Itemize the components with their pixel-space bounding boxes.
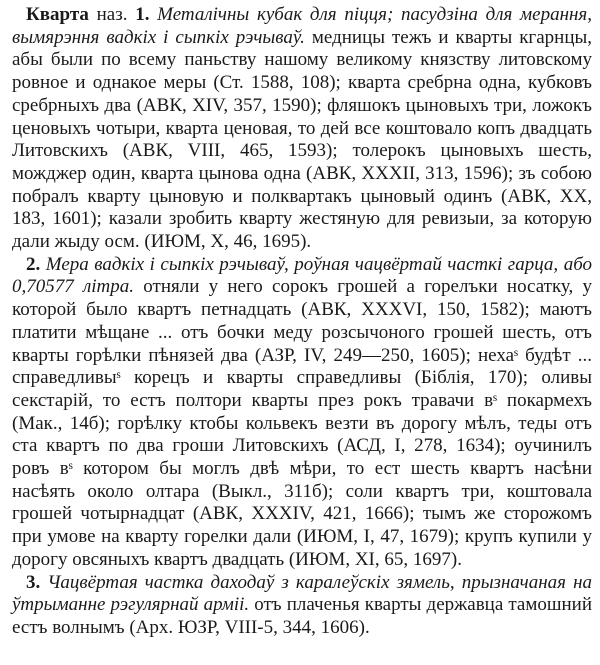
dictionary-entry-sense-1	[12, 4, 592, 254]
sense-number: 2.	[26, 253, 41, 275]
sense-number: 1.	[135, 4, 150, 25]
grammar-label: наз.	[96, 4, 128, 25]
sense-definition: Металічны кубак для піцця; пасудзіна для мерання, вымярэння вадкіх і сыпкіх рэчываў.	[12, 4, 593, 48]
sense-definition: Чацвёртая частка даходаў з каралеўскіх зямель, прызначаная на ўтрыманне рэгулярнай арміі.	[12, 571, 592, 616]
sense-number: 3.	[26, 571, 41, 593]
headword: Кварта	[26, 4, 89, 25]
sense-examples: отъ плаченья кварты державца тамошний естъ волнымъ (Арх. ЮЗР, VIII-5, 344, 1606).	[12, 594, 592, 638]
sense-definition: Мера вадкіх і сыпкіх рэчываў, роўная чацвёртай часткі гарца, або 0,70577 літра.	[12, 253, 592, 298]
dictionary-entry-sense-3	[12, 572, 592, 640]
dictionary-entry-sense-2	[12, 254, 592, 572]
sense-examples: отняли у него сорокъ грошей а горелъки носатку, у которой было квартъ петнадцать (АВК, XXXVI, 150, 1582); маютъ платити мѣщане ... отъ бочки меду розсычоного грошей шесть, отъ кварты горѣлки пѣнязей два (АЗР, IV, 249—250, 1605); нехаˢ будѣт ... справедливыˢ корецъ и кварты справедливы (Біблія, 170); оливы секстарій, то естъ полтори кварты през рокъ травачи вˢ покармехъ (Мак., 14б); горѣлку ктобы кольвекъ везти въ дорогу мѣлъ, теды отъ ста квартъ по два гроши Литовскихъ (АСД, I, 278, 1634); оучинилъ ровъ вˢ котором бы моглъ двѣ мѣри, то ест шесть квартъ насѣни насѣять около олтара (Выкл., 311б); соли квартъ три, коштовала грошей чотырнадцат (АВК, XXXIV, 421, 1666); тымъ же сторожомъ при умове на кварту горелки дали (ИЮМ, I, 47, 1679); крупъ купили у дорогу овсяныхъ квартъ двадцать (ИЮМ, XI, 65, 1697).	[12, 276, 593, 570]
sense-examples: медницы тежъ и кварты кгарнцы, абы были по всему паньству нашому великому князству литовскому ровное и однакое меры (Ст. 1588, 108); кварта сребрна одна, кубковъ сребрныхъ два (АВК, XIV, 357, 1590); фляшокъ цыновыхъ три, ложокъ ценовыхъ чотыри, кварта ценовая, то дей все коштовало копъ двадцать Литовскихъ (АВК, VIII, 465, 1593); толерокъ цыновыхъ шесть, можджер один, кварта цынова одна (АВК, XXXII, 313, 1596); зъ собою побралъ кварту цыновую и полквартакъ цыновый одинъ (АВК, XX, 183, 1601); казали зробить кварту жестяную для ревизыи, за которую дали жыду осм. (ИЮМ, X, 46, 1695).	[12, 26, 593, 253]
